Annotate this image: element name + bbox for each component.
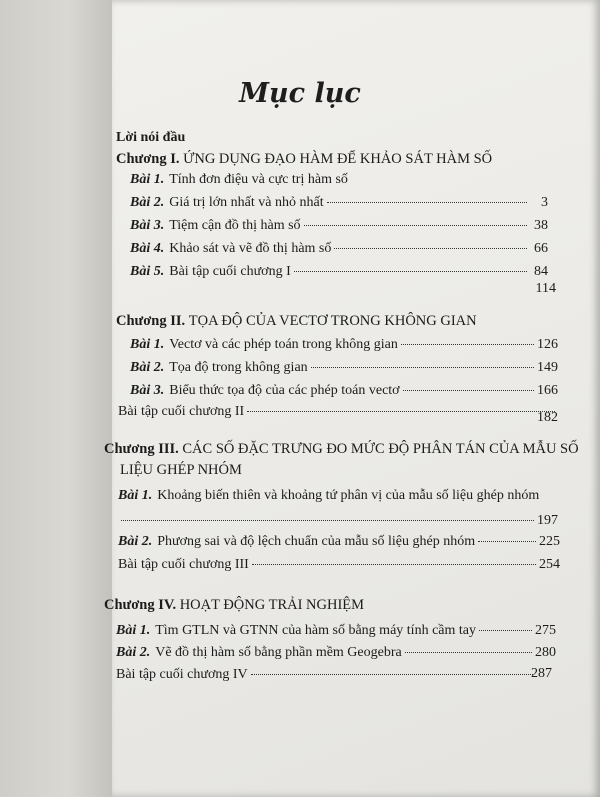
toc-entry: Bài 2. Giá trị lớn nhất và nhỏ nhất 3 — [130, 195, 548, 210]
leader-dots — [311, 367, 534, 368]
leader-dots — [121, 520, 534, 521]
toc-entry: Bài 1. Tìm GTLN và GTNN của hàm số bằng máy tính cầm tay 275 — [116, 623, 556, 638]
chapter-heading-continued: LIỆU GHÉP NHÓM — [120, 462, 242, 478]
leader-dots — [401, 344, 534, 345]
toc-entry: Bài 2. Phương sai và độ lệch chuẩn của mẫu số liệu ghép nhóm 225 — [118, 534, 560, 549]
toc-entry: Bài 1. Vectơ và các phép toán trong không gian 126 — [130, 337, 558, 352]
toc-entry: Bài 4. Khảo sát và vẽ đồ thị hàm số 66 — [130, 241, 548, 256]
left-page-edge — [0, 0, 112, 797]
toc-entry: Bài tập cuối chương III 254 — [118, 557, 560, 572]
toc-entry-continued: 197 — [118, 513, 558, 529]
toc-entry: Bài 3. Tiệm cận đồ thị hàm số 38 — [130, 218, 548, 233]
toc-page-number: 182 — [537, 410, 558, 425]
leader-dots — [251, 674, 533, 675]
leader-dots — [304, 225, 527, 226]
leader-dots — [327, 202, 527, 203]
toc-preface: Lời nói đầu — [116, 130, 186, 145]
toc-entry: Bài 5. Bài tập cuối chương I 84 — [130, 264, 548, 279]
leader-dots — [334, 248, 527, 249]
leader-dots — [403, 390, 534, 391]
toc-page-number: 287 — [531, 666, 552, 681]
leader-dots — [405, 652, 532, 653]
leader-dots — [294, 271, 527, 272]
chapter-heading: Chương I. ỨNG DỤNG ĐẠO HÀM ĐỂ KHẢO SÁT HÀM SỐ — [116, 151, 493, 167]
toc-entry: Bài 2. Vẽ đồ thị hàm số bằng phần mềm Geogebra 280 — [116, 645, 556, 660]
leader-dots — [478, 541, 536, 542]
leader-dots — [252, 564, 536, 565]
toc-entry: Bài 3. Biểu thức tọa độ của các phép toán vectơ 166 — [130, 383, 558, 398]
toc-entry: Bài 1. Khoảng biến thiên và khoảng tứ phân vị của mẫu số liệu ghép nhóm — [118, 488, 540, 503]
page-title: Mục lục — [239, 78, 361, 109]
chapter-heading: Chương II. TỌA ĐỘ CỦA VECTƠ TRONG KHÔNG GIAN — [116, 313, 477, 329]
chapter-heading: Chương IV. HOẠT ĐỘNG TRẢI NGHIỆM — [104, 597, 365, 613]
chapter-heading: Chương III. CÁC SỐ ĐẶC TRƯNG ĐO MỨC ĐỘ PHÂN TÁN CỦA MẪU SỐ — [104, 441, 579, 457]
toc-entry: Bài tập cuối chương II — [118, 404, 558, 420]
leader-dots — [479, 630, 532, 631]
toc-page-number: 114 — [535, 281, 556, 296]
toc-entry: Bài tập cuối chương IV — [116, 667, 536, 683]
toc-entry: Bài 2. Tọa độ trong không gian 149 — [130, 360, 558, 375]
toc-entry: Bài 1. Tính đơn điệu và cực trị hàm số — [130, 172, 348, 187]
